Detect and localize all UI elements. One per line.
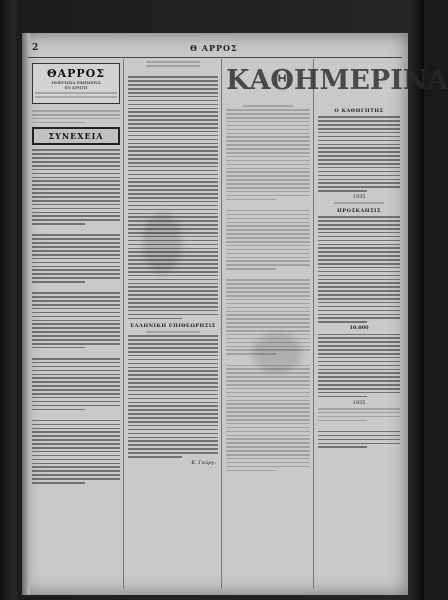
column-4-date: 1935 — [352, 194, 366, 201]
column-4-text-2 — [318, 216, 400, 323]
box-title: ΘΑΡΡΟΣ — [46, 67, 106, 80]
column-2-text-bottom — [128, 331, 218, 457]
column-2-signature: Κ. Γεώργ. — [191, 459, 216, 466]
scan-smudge — [252, 333, 302, 373]
kathimerina-masthead: ΚΑΘΗΜΕΡΙΝΑ — [226, 65, 448, 96]
section-heading-synecheia: ΣΥΝΕΧΕΙΑ — [32, 127, 120, 145]
page-number: 2 — [32, 43, 39, 53]
subscription-rates — [32, 110, 120, 123]
column-1-text — [32, 149, 120, 483]
column-separator-1 — [123, 59, 124, 589]
column-separator-3 — [313, 59, 314, 589]
column-4-text-1 — [318, 116, 400, 192]
column-3-text — [226, 105, 310, 471]
column-2-text-top — [128, 61, 218, 319]
page-header — [22, 41, 408, 57]
running-masthead: Θ ΑΡΡΟΣ — [190, 43, 238, 53]
box-line-2: ΕΝ ΚΡΗΤΗ — [64, 85, 88, 90]
subscription-box — [32, 63, 120, 104]
column-4-number: 10.000 — [349, 325, 369, 332]
column-4-heading-2: ΠΡΟΣΚΛΗΣΙΣ — [337, 208, 381, 214]
newspaper-page — [22, 33, 448, 595]
column-4-heading-1: Ο ΚΑΘΗΓΗΤΗΣ — [334, 108, 384, 114]
column-2 — [126, 59, 220, 589]
header-rule — [28, 57, 402, 58]
box-line-1: ΗΜΕΡΗΣΙΑ ΕΦΗΜΕΡΙΣ — [51, 80, 101, 85]
scan-smudge — [142, 213, 182, 273]
column-4-text-4 — [318, 408, 400, 448]
column-2-heading: ΕΛΛΗΝΙΚΗ ΕΠΙΘΕΩΡΗΣΙΣ — [130, 323, 216, 330]
column-4 — [316, 59, 402, 589]
column-separator-2 — [221, 59, 222, 589]
column-1 — [30, 59, 122, 589]
column-4-text-1b — [318, 202, 400, 204]
column-4-date-2: 1935 — [352, 399, 366, 406]
page-binding-edge — [22, 33, 30, 595]
column-4-text-3 — [318, 334, 400, 398]
